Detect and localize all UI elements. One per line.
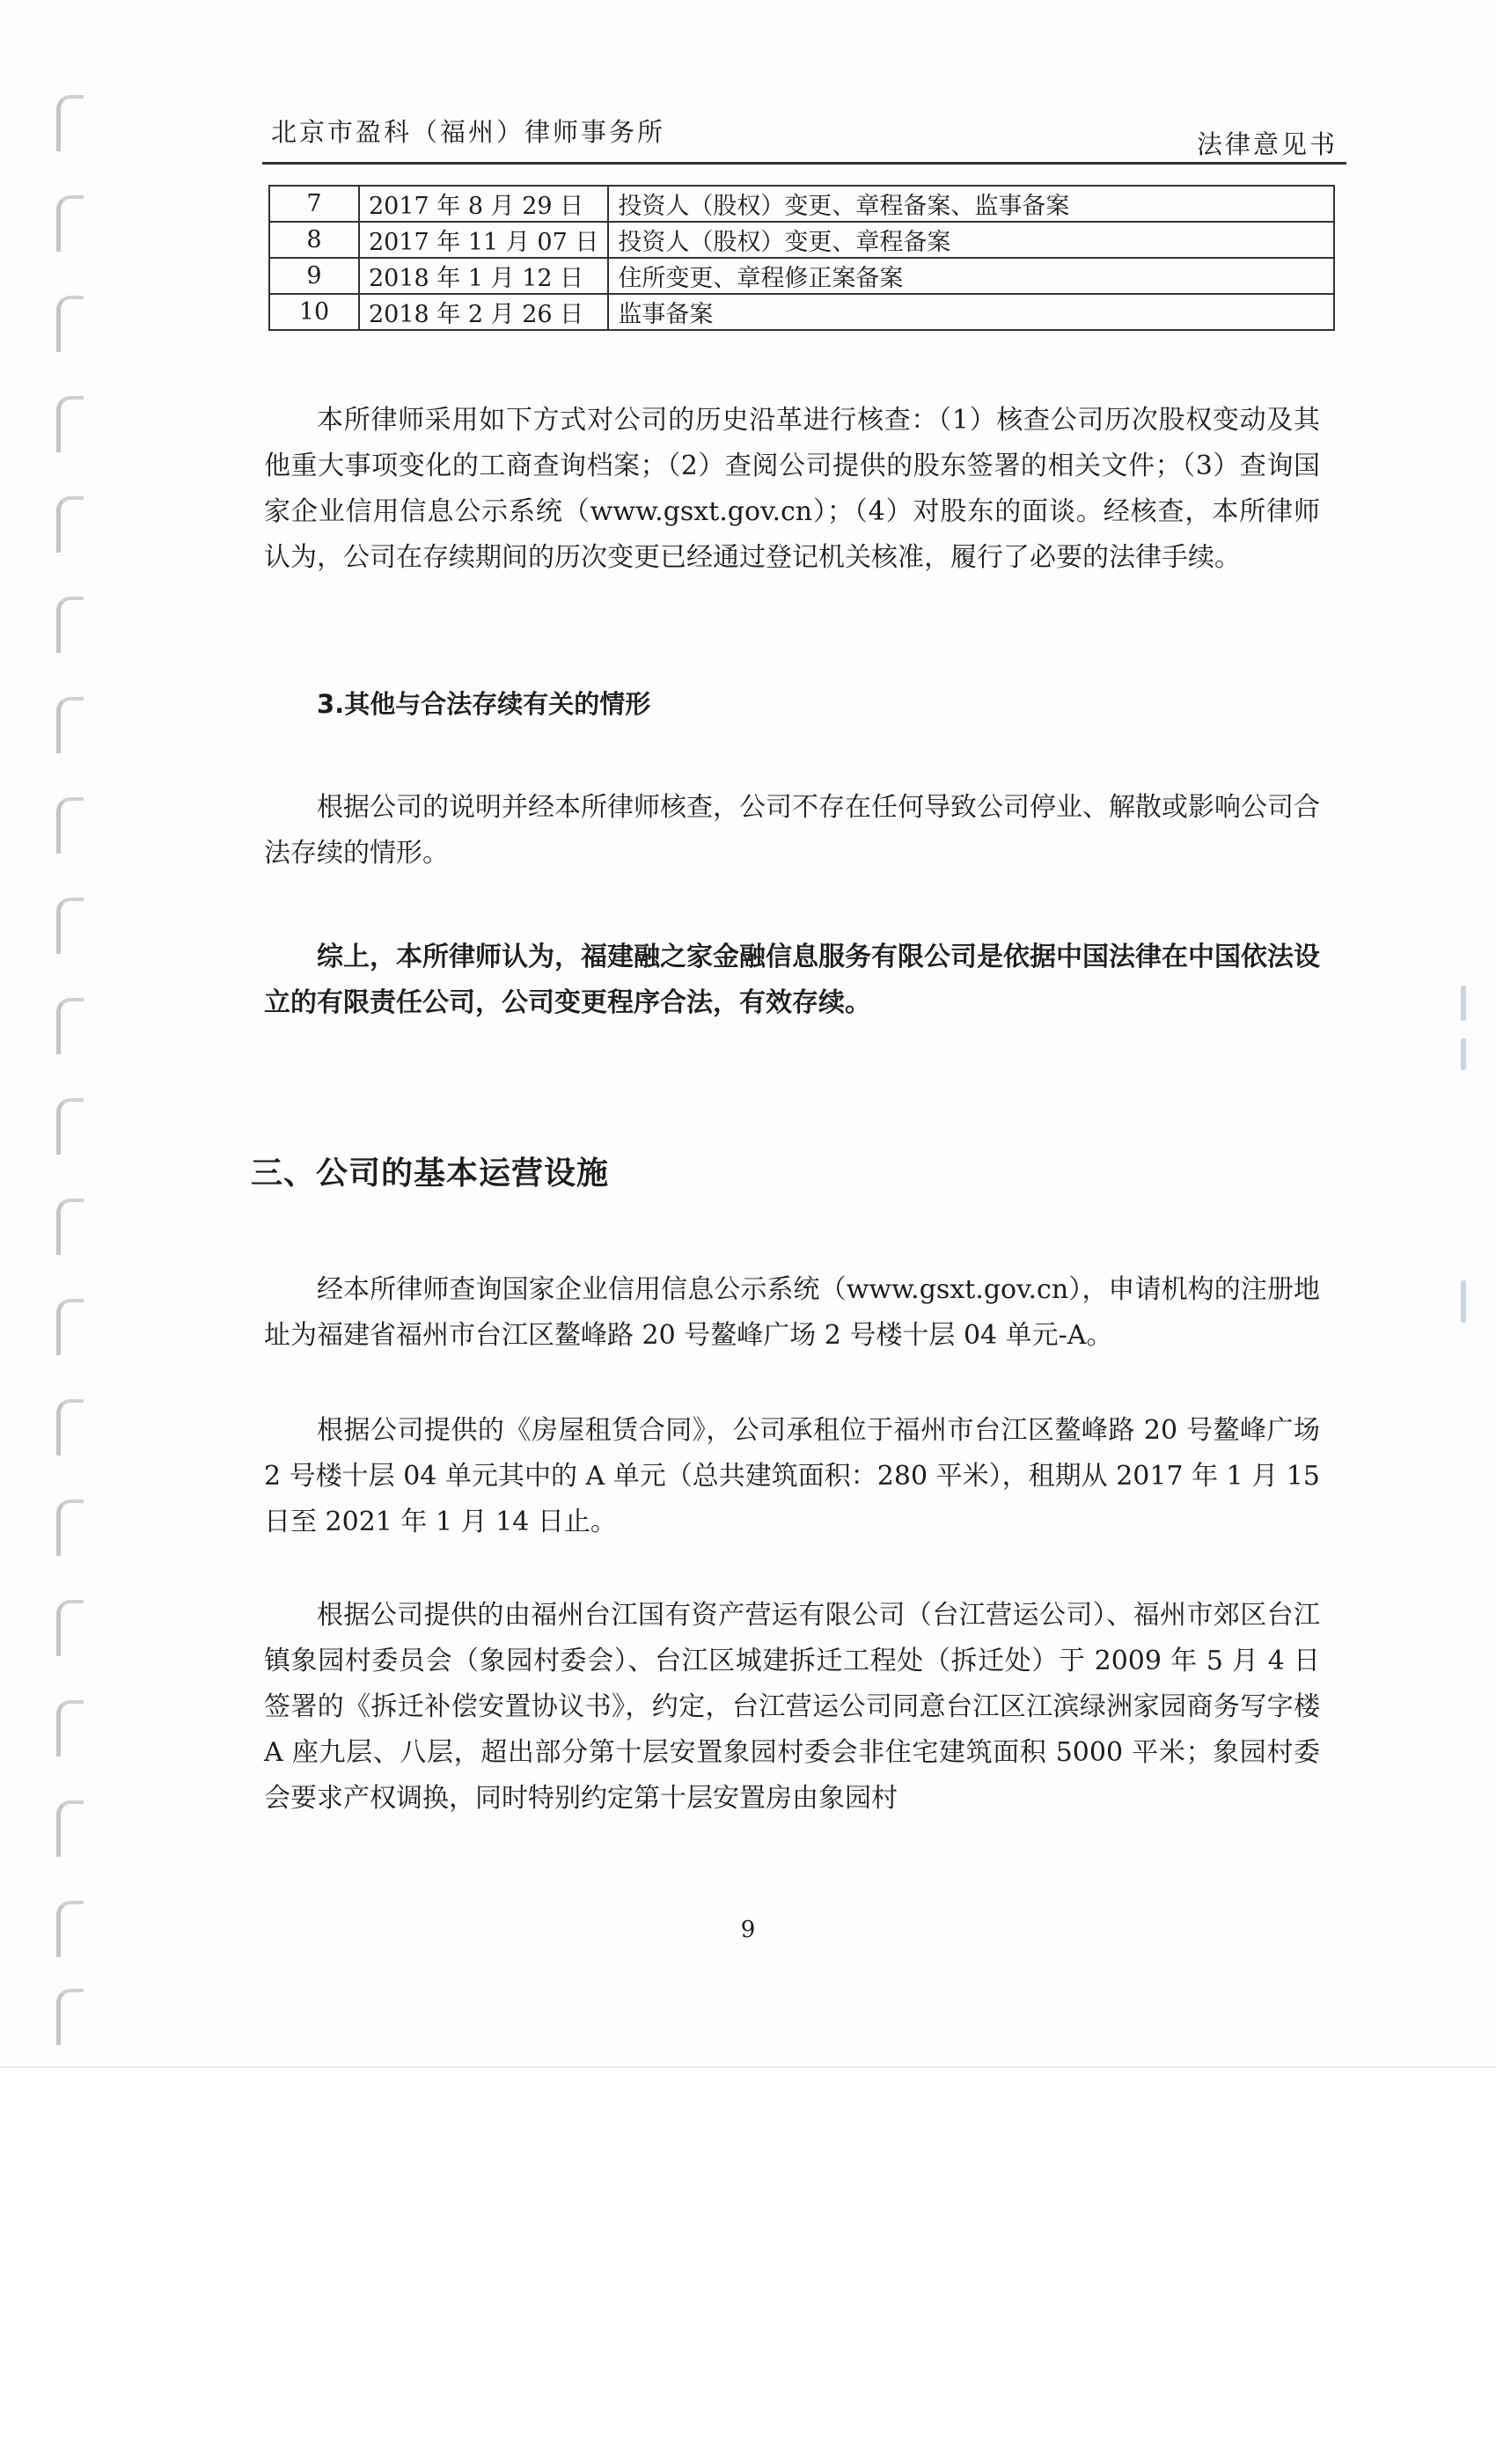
page-number: 9 [740,1917,756,1943]
binding-ring [56,1299,84,1355]
row-description: 监事备案 [608,294,1334,330]
row-description: 投资人（股权）变更、章程备案 [608,222,1334,258]
history-check-paragraph: 本所律师采用如下方式对公司的历史沿革进行核查：（1）核查公司历次股权变动及其他重大事项变化的工商查询档案；（2）查阅公司提供的股东签署的相关文件；（3）查询国家企业信用信息公示系统（www.gsxt.gov.cn）；（4）对股东的面谈。经核查，本所律师认为，公司在存续期间的历次变更已经通过登记机关核准，履行了必要的法律手续。 [264,405,1320,573]
table-row [269,186,1334,222]
binding-ring [56,195,84,252]
binding-rings [48,0,92,2068]
row-date: 2018 年 2 月 26 日 [359,294,608,330]
margin-mark [1461,986,1466,1021]
table-row [269,222,1334,258]
row-description: 投资人（股权）变更、章程备案、监事备案 [608,186,1334,222]
section-title: 三、公司的基本运营设施 [251,1155,610,1192]
binding-ring [56,396,84,452]
row-description: 住所变更、章程修正案备案 [608,258,1334,294]
row-date: 2017 年 11 月 07 日 [359,222,608,258]
binding-ring [56,1500,84,1556]
row-number: 9 [269,258,359,294]
binding-ring [56,1399,84,1456]
binding-ring [56,1600,84,1656]
binding-ring [56,296,84,352]
row-date: 2018 年 1 月 12 日 [359,258,608,294]
binding-ring [56,898,84,954]
binding-ring [56,797,84,854]
row-number: 8 [269,222,359,258]
row-date: 2017 年 8 月 29 日 [359,186,608,222]
row-number: 10 [269,294,359,330]
binding-ring [56,1098,84,1155]
header-rule [262,162,1346,165]
change-history-table [268,185,1335,331]
relocation-paragraph: 根据公司提供的由福州台江国有资产营运有限公司（台江营运公司）、福州市郊区台江镇象园村委员会（象园村委会）、台江区城建拆迁工程处（拆迁处）于 2009 年 5 月 4 日签署的《拆迁补偿安置协议书》，约定，台江营运公司同意台江区江滨绿洲家园商务写字楼 A 座九层、八层，超出部分第十层安置象园村委会非住宅建筑面积 5000 平米；象园村委会要求产权调换，同时特别约定第十层安置房由象园村 [264,1600,1320,1814]
page-header [262,104,1346,165]
binding-ring [56,1989,84,2045]
lease-paragraph: 根据公司提供的《房屋租赁合同》，公司承租位于福州市台江区鳌峰路 20 号鳌峰广场 2 号楼十层 04 单元其中的 A 单元（总共建筑面积：280 平米），租期从 2017 年 1 月 15 日至 2021 年 1 月 14 日止。 [264,1415,1320,1537]
registered-address-paragraph: 经本所律师查询国家企业信用信息公示系统（www.gsxt.gov.cn），申请机构的注册地址为福建省福州市台江区鳌峰路 20 号鳌峰广场 2 号楼十层 04 单元-A。 [264,1274,1320,1351]
binding-ring [56,597,84,653]
row-number: 7 [269,186,359,222]
document-type: 法律意见书 [1196,129,1338,159]
binding-ring [56,95,84,151]
table-row [269,258,1334,294]
margin-mark [1461,1038,1466,1070]
conclusion-paragraph: 综上，本所律师认为，福建融之家金融信息服务有限公司是依据中国法律在中国依法设立的有限责任公司，公司变更程序合法，有效存续。 [264,942,1320,1018]
binding-ring [56,697,84,753]
binding-ring [56,1199,84,1255]
binding-ring [56,998,84,1054]
page-edge [0,2066,1496,2068]
margin-mark [1461,1280,1466,1323]
subheading-other-situations: 3.其他与合法存续有关的情形 [317,689,651,719]
table-row [269,294,1334,330]
other-situations-paragraph: 根据公司的说明并经本所律师核查，公司不存在任何导致公司停业、解散或影响公司合法存续的情形。 [264,792,1320,869]
binding-ring [56,1700,84,1756]
binding-ring [56,496,84,553]
binding-ring [56,1800,84,1857]
firm-name: 北京市盈科（福州）律师事务所 [271,117,666,147]
